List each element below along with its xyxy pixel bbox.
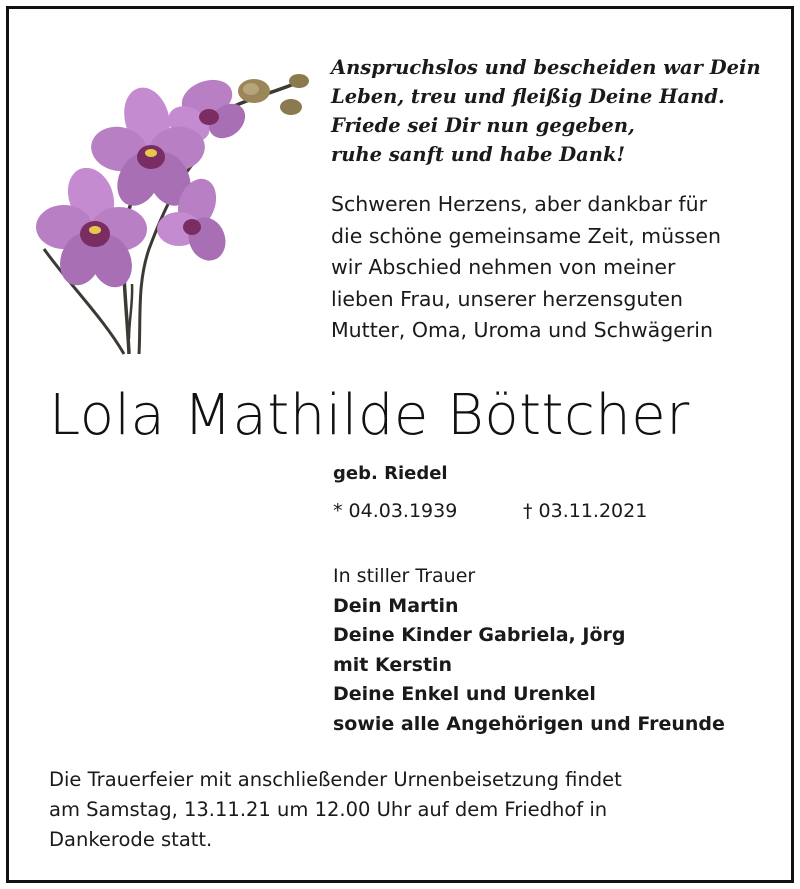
- mourners-heading: In stiller Trauer: [333, 565, 476, 587]
- intro-line: wir Abschied nehmen von meiner: [331, 255, 676, 279]
- birth-date: * 04.03.1939: [333, 500, 458, 522]
- life-dates: [333, 497, 793, 525]
- mourner-line: mit Kerstin: [333, 653, 453, 676]
- poem-line: Anspruchslos und bescheiden war Dein: [331, 56, 761, 79]
- mourner-line: Dein Martin: [333, 594, 459, 617]
- funeral-info: [49, 765, 789, 855]
- funeral-line: Die Trauerfeier mit anschließender Urnenbeisetzung findet: [49, 768, 622, 791]
- funeral-line: Dankerode statt.: [49, 828, 213, 851]
- intro-text: [331, 189, 791, 347]
- orchid-icon: [29, 69, 329, 359]
- intro-line: die schöne gemeinsame Zeit, müssen: [331, 223, 722, 248]
- intro-line: Schweren Herzens, aber dankbar für: [331, 192, 708, 216]
- mourner-line: Deine Enkel und Urenkel: [333, 683, 596, 705]
- deceased-name: Lola Mathilde Böttcher: [49, 383, 690, 448]
- poem-line: Leben, treu und fleißig Deine Hand.: [331, 85, 725, 108]
- poem: [331, 53, 791, 169]
- obituary-card: [6, 6, 794, 883]
- death-date: † 03.11.2021: [523, 500, 648, 522]
- mourners: [333, 562, 793, 739]
- poem-line: ruhe sanft und habe Dank!: [331, 143, 626, 166]
- intro-line: lieben Frau, unserer herzensguten: [331, 286, 683, 311]
- maiden-name: geb. Riedel: [333, 463, 448, 484]
- intro-line: Mutter, Oma, Uroma und Schwägerin: [331, 318, 713, 342]
- poem-line: Friede sei Dir nun gegeben,: [331, 114, 635, 137]
- mourner-line: sowie alle Angehörigen und Freunde: [333, 712, 725, 735]
- funeral-line: am Samstag, 13.11.21 um 12.00 Uhr auf dem Friedhof in: [49, 798, 608, 821]
- mourner-line: Deine Kinder Gabriela, Jörg: [333, 624, 626, 646]
